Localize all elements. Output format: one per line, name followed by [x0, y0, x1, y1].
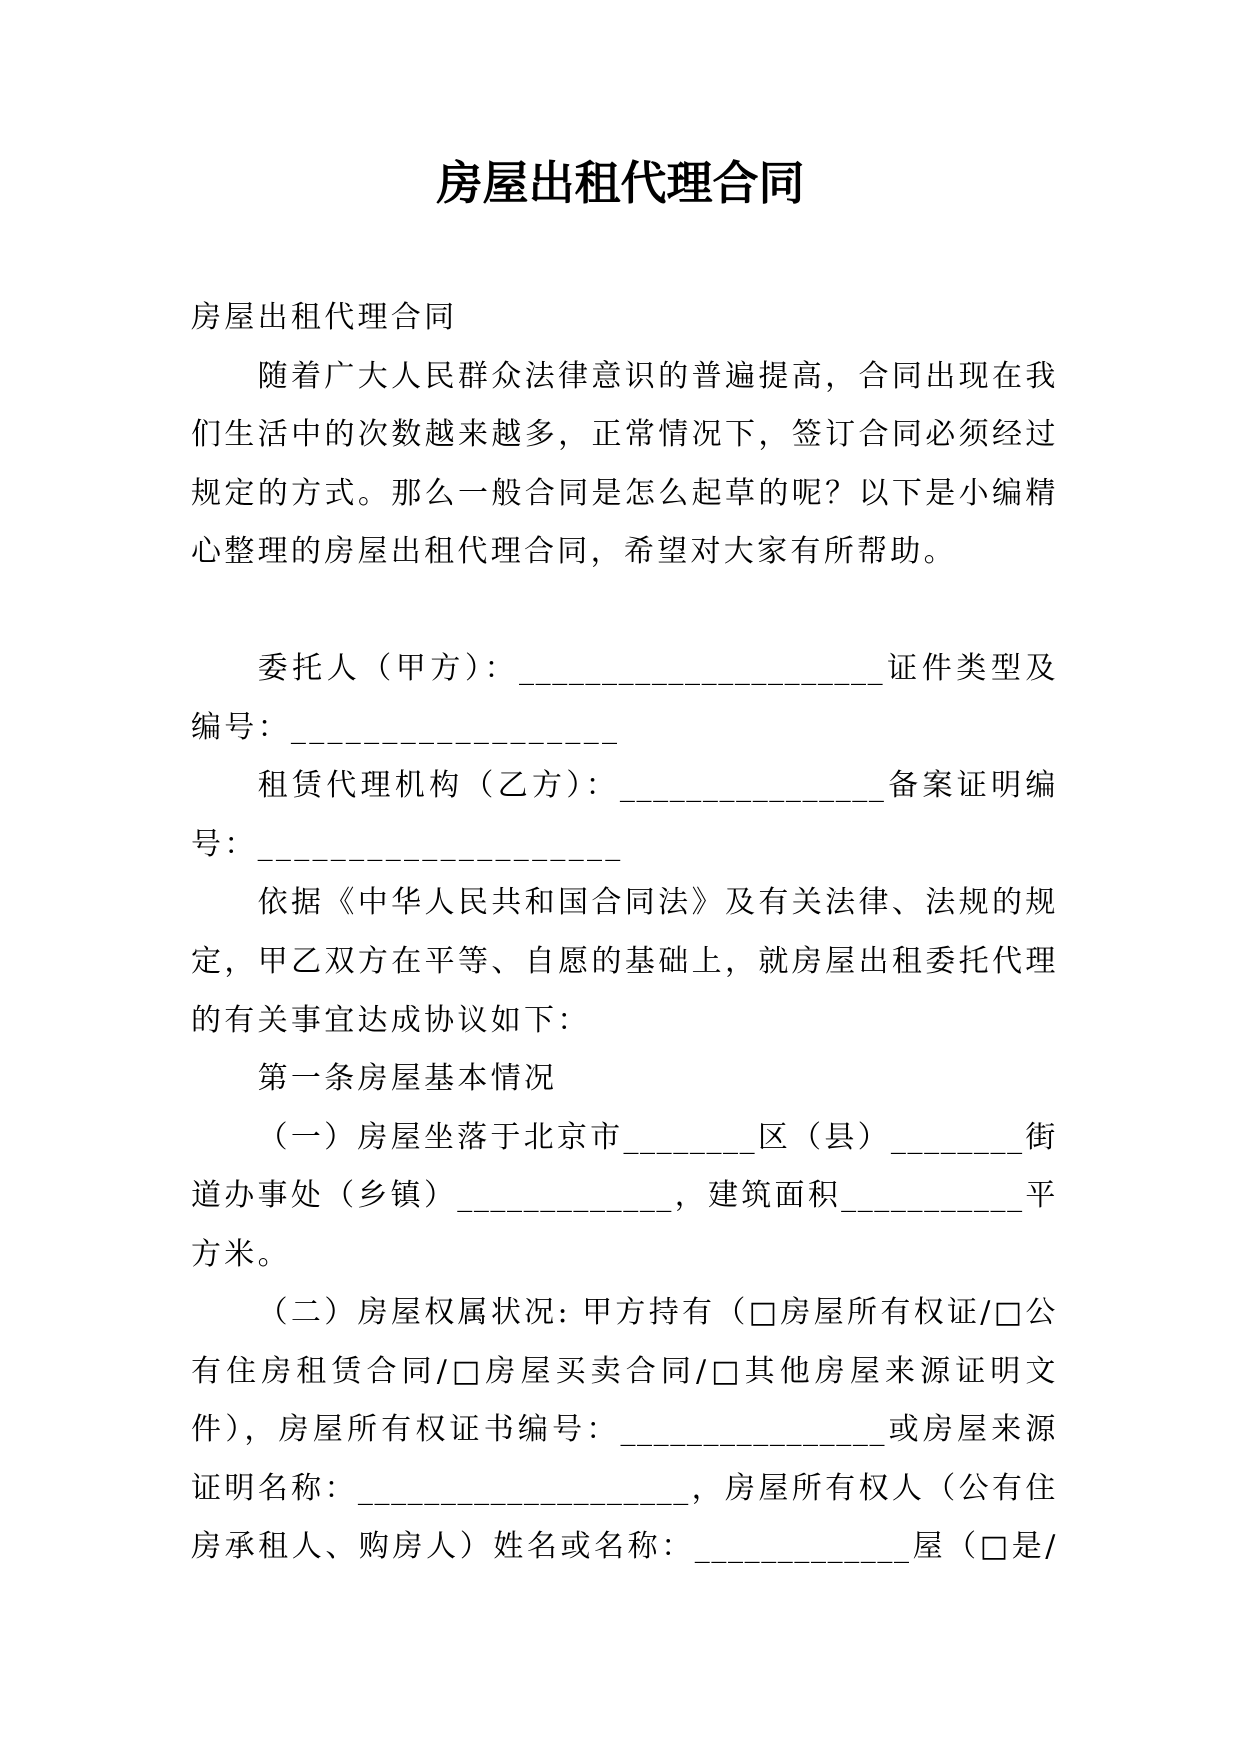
- property-location-clause: [191, 1109, 1057, 1285]
- intro-paragraph: [191, 348, 1057, 582]
- text-line: 方米。: [191, 1236, 291, 1272]
- text-line: 件），房屋所有权证书编号：________________或房屋来源: [191, 1412, 1057, 1448]
- text-line: 租赁代理机构（乙方）：________________备案证明编: [257, 768, 1057, 804]
- text-line: 委托人（甲方）：______________________证件类型及: [257, 651, 1057, 687]
- text-line: 心整理的房屋出租代理合同，希望对大家有所帮助。: [191, 534, 957, 570]
- text-line: 号：____________________: [191, 826, 624, 862]
- text-line: 的有关事宜达成协议如下：: [191, 1002, 591, 1038]
- document-title: 房屋出租代理合同: [436, 156, 805, 210]
- party-a-paragraph: [191, 640, 1057, 757]
- blank-line: [191, 582, 1057, 641]
- text-line: 证明名称：____________________，房屋所有权人（公有住: [191, 1470, 1057, 1506]
- text-line: 定，甲乙双方在平等、自愿的基础上，就房屋出租委托代理: [191, 944, 1057, 980]
- document-body: [191, 289, 1057, 1577]
- article-1-heading: [191, 1050, 1057, 1109]
- text-line: 道办事处（乡镇）_____________，建筑面积___________平: [191, 1178, 1057, 1214]
- text-line: 有住房租赁合同/□房屋买卖合同/□其他房屋来源证明文: [191, 1353, 1057, 1389]
- body-heading: [191, 289, 1057, 348]
- text-line: 房承租人、购房人）姓名或名称：_____________屋（□是/: [191, 1529, 1057, 1565]
- legal-basis-paragraph: [191, 874, 1057, 1050]
- property-ownership-clause: [191, 1284, 1057, 1577]
- text-line: 编号：__________________: [191, 709, 621, 745]
- text-line: 们生活中的次数越来越多，正常情况下，签订合同必须经过: [191, 417, 1057, 453]
- text-line: 随着广大人民群众法律意识的普遍提高，合同出现在我: [257, 358, 1057, 394]
- text-line: 第一条房屋基本情况: [257, 1061, 558, 1097]
- party-b-paragraph: [191, 757, 1057, 874]
- text-line: 房屋出租代理合同: [191, 300, 458, 335]
- text-line: （一）房屋坐落于北京市________区（县）________街: [257, 1119, 1057, 1155]
- text-line: 规定的方式。那么一般合同是怎么起草的呢？以下是小编精: [191, 475, 1057, 511]
- text-line: （二）房屋权属状况: 甲方持有（□房屋所有权证/□公: [257, 1295, 1057, 1331]
- text-line: 依据《中华人民共和国合同法》及有关法律、法规的规: [257, 885, 1057, 921]
